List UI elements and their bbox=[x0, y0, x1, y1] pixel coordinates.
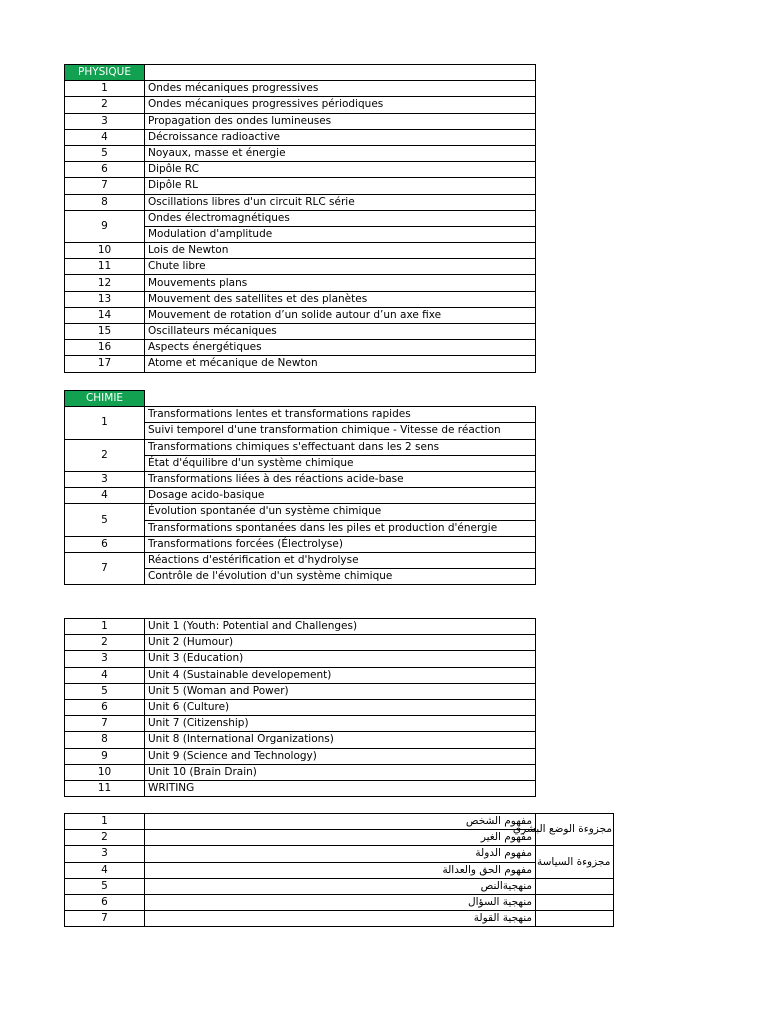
table-row bbox=[65, 471, 536, 487]
table-row bbox=[65, 129, 536, 145]
row-number: 3 bbox=[65, 113, 145, 129]
row-number: 5 bbox=[65, 683, 145, 699]
row-number: 9 bbox=[65, 210, 145, 242]
row-number: 8 bbox=[65, 194, 145, 210]
table-row bbox=[65, 732, 536, 748]
row-number: 2 bbox=[65, 97, 145, 113]
table-row bbox=[65, 243, 536, 259]
row-number: 6 bbox=[65, 894, 145, 910]
table-row bbox=[65, 210, 536, 226]
module-label bbox=[536, 894, 614, 910]
table-row bbox=[65, 716, 536, 732]
lesson-title: Contrôle de l'évolution d'un système chimique bbox=[145, 569, 536, 585]
table-row bbox=[65, 81, 536, 97]
lesson-title: Transformations spontanées dans les piles et production d'énergie bbox=[145, 520, 536, 536]
philo-table bbox=[64, 813, 614, 927]
lesson-title: Dipôle RC bbox=[145, 162, 536, 178]
table-row bbox=[65, 259, 536, 275]
table-row bbox=[65, 324, 536, 340]
table-row bbox=[65, 651, 536, 667]
row-number: 9 bbox=[65, 748, 145, 764]
lesson-title: مفهوم الشخص bbox=[145, 814, 536, 830]
lesson-title: État d'équilibre d'un système chimique bbox=[145, 455, 536, 471]
lesson-title: Dipôle RL bbox=[145, 178, 536, 194]
lesson-title: مفهوم الحق والعدالة bbox=[145, 862, 536, 878]
row-number: 14 bbox=[65, 307, 145, 323]
lesson-title: Suivi temporel d'une transformation chimique - Vitesse de réaction bbox=[145, 423, 536, 439]
row-number: 4 bbox=[65, 667, 145, 683]
physique-header-row bbox=[65, 65, 536, 81]
table-row bbox=[65, 178, 536, 194]
module-label: مجزوءة الوضع البشري bbox=[536, 814, 614, 846]
lesson-title: منهجية السؤال bbox=[145, 894, 536, 910]
row-number: 6 bbox=[65, 162, 145, 178]
row-number: 1 bbox=[65, 407, 145, 439]
table-row bbox=[65, 748, 536, 764]
lesson-title: Mouvements plans bbox=[145, 275, 536, 291]
row-number: 15 bbox=[65, 324, 145, 340]
lesson-title: Transformations forcées (Électrolyse) bbox=[145, 536, 536, 552]
row-number: 7 bbox=[65, 911, 145, 927]
row-number: 11 bbox=[65, 780, 145, 796]
lesson-title: Réactions d'estérification et d'hydrolyse bbox=[145, 552, 536, 568]
lesson-title: Aspects énergétiques bbox=[145, 340, 536, 356]
module-label bbox=[536, 878, 614, 894]
table-row bbox=[65, 780, 536, 796]
row-number: 1 bbox=[65, 814, 145, 830]
row-number: 4 bbox=[65, 862, 145, 878]
row-number: 5 bbox=[65, 145, 145, 161]
table-row bbox=[65, 552, 536, 568]
lesson-title: Unit 10 (Brain Drain) bbox=[145, 764, 536, 780]
row-number: 2 bbox=[65, 635, 145, 651]
table-row bbox=[65, 145, 536, 161]
row-number: 10 bbox=[65, 764, 145, 780]
physique-table bbox=[64, 64, 536, 373]
table-row bbox=[65, 619, 536, 635]
row-number: 1 bbox=[65, 619, 145, 635]
row-number: 3 bbox=[65, 471, 145, 487]
row-number: 17 bbox=[65, 356, 145, 372]
table-row bbox=[65, 683, 536, 699]
header-empty-cell bbox=[145, 391, 536, 407]
lesson-title: Ondes électromagnétiques bbox=[145, 210, 536, 226]
row-number: 10 bbox=[65, 243, 145, 259]
lesson-title: Chute libre bbox=[145, 259, 536, 275]
module-label bbox=[536, 911, 614, 927]
lesson-title: Unit 7 (Citizenship) bbox=[145, 716, 536, 732]
lesson-title: Mouvement de rotation d’un solide autour d’un axe fixe bbox=[145, 307, 536, 323]
lesson-title: Unit 9 (Science and Technology) bbox=[145, 748, 536, 764]
lesson-title: Unit 1 (Youth: Potential and Challenges) bbox=[145, 619, 536, 635]
row-number: 4 bbox=[65, 488, 145, 504]
lesson-title: Unit 6 (Culture) bbox=[145, 699, 536, 715]
table-row bbox=[65, 162, 536, 178]
lesson-title: Unit 8 (International Organizations) bbox=[145, 732, 536, 748]
row-number: 7 bbox=[65, 552, 145, 584]
table-row bbox=[65, 307, 536, 323]
chimie-header-row bbox=[65, 391, 536, 407]
lesson-title: منهجية القولة bbox=[145, 911, 536, 927]
table-row bbox=[65, 504, 536, 520]
table-row bbox=[65, 113, 536, 129]
row-number: 6 bbox=[65, 536, 145, 552]
row-number: 12 bbox=[65, 275, 145, 291]
table-row bbox=[65, 911, 614, 927]
english-table bbox=[64, 618, 536, 797]
lesson-title: Unit 5 (Woman and Power) bbox=[145, 683, 536, 699]
row-number: 13 bbox=[65, 291, 145, 307]
row-number: 6 bbox=[65, 699, 145, 715]
table-row bbox=[65, 194, 536, 210]
lesson-title: Unit 2 (Humour) bbox=[145, 635, 536, 651]
lesson-title: Lois de Newton bbox=[145, 243, 536, 259]
table-row bbox=[65, 699, 536, 715]
lesson-title: Ondes mécaniques progressives bbox=[145, 81, 536, 97]
lesson-title: Dosage acido-basique bbox=[145, 488, 536, 504]
row-number: 7 bbox=[65, 178, 145, 194]
row-number: 5 bbox=[65, 504, 145, 536]
table-row bbox=[65, 356, 536, 372]
table-row bbox=[65, 894, 614, 910]
row-number: 2 bbox=[65, 439, 145, 471]
table-row bbox=[65, 764, 536, 780]
lesson-title: منهجيةالنص bbox=[145, 878, 536, 894]
module-label: مجزوءة السياسة bbox=[536, 846, 614, 878]
lesson-title: WRITING bbox=[145, 780, 536, 796]
header-empty-cell bbox=[145, 65, 536, 81]
table-row bbox=[65, 814, 614, 830]
table-row bbox=[65, 667, 536, 683]
table-row bbox=[65, 878, 614, 894]
table-row bbox=[65, 97, 536, 113]
table-row bbox=[65, 830, 614, 846]
lesson-title: Décroissance radioactive bbox=[145, 129, 536, 145]
table-row bbox=[65, 488, 536, 504]
lesson-title: Noyaux, masse et énergie bbox=[145, 145, 536, 161]
physique-header: PHYSIQUE bbox=[65, 65, 145, 81]
lesson-title: Évolution spontanée d'un système chimique bbox=[145, 504, 536, 520]
table-row bbox=[65, 340, 536, 356]
chimie-table bbox=[64, 390, 536, 585]
lesson-title: Transformations chimiques s'effectuant dans les 2 sens bbox=[145, 439, 536, 455]
lesson-title: Atome et mécanique de Newton bbox=[145, 356, 536, 372]
table-row bbox=[65, 635, 536, 651]
row-number: 11 bbox=[65, 259, 145, 275]
lesson-title: Oscillations libres d'un circuit RLC série bbox=[145, 194, 536, 210]
row-number: 2 bbox=[65, 830, 145, 846]
table-row bbox=[65, 536, 536, 552]
lesson-title: Propagation des ondes lumineuses bbox=[145, 113, 536, 129]
table-row bbox=[65, 846, 614, 862]
lesson-title: Transformations liées à des réactions acide-base bbox=[145, 471, 536, 487]
lesson-title: Unit 3 (Education) bbox=[145, 651, 536, 667]
lesson-title: مفهوم الدولة bbox=[145, 846, 536, 862]
row-number: 3 bbox=[65, 846, 145, 862]
row-number: 16 bbox=[65, 340, 145, 356]
row-number: 4 bbox=[65, 129, 145, 145]
row-number: 3 bbox=[65, 651, 145, 667]
row-number: 7 bbox=[65, 716, 145, 732]
table-row bbox=[65, 291, 536, 307]
table-row bbox=[65, 862, 614, 878]
lesson-title: Oscillateurs mécaniques bbox=[145, 324, 536, 340]
chimie-header: CHIMIE bbox=[65, 391, 145, 407]
table-row bbox=[65, 439, 536, 455]
row-number: 8 bbox=[65, 732, 145, 748]
row-number: 5 bbox=[65, 878, 145, 894]
lesson-title: Ondes mécaniques progressives périodiques bbox=[145, 97, 536, 113]
lesson-title: Transformations lentes et transformations rapides bbox=[145, 407, 536, 423]
lesson-title: Unit 4 (Sustainable developement) bbox=[145, 667, 536, 683]
table-row bbox=[65, 407, 536, 423]
lesson-title: مفهوم الغير bbox=[145, 830, 536, 846]
lesson-title: Modulation d'amplitude bbox=[145, 226, 536, 242]
table-row bbox=[65, 275, 536, 291]
row-number: 1 bbox=[65, 81, 145, 97]
lesson-title: Mouvement des satellites et des planètes bbox=[145, 291, 536, 307]
